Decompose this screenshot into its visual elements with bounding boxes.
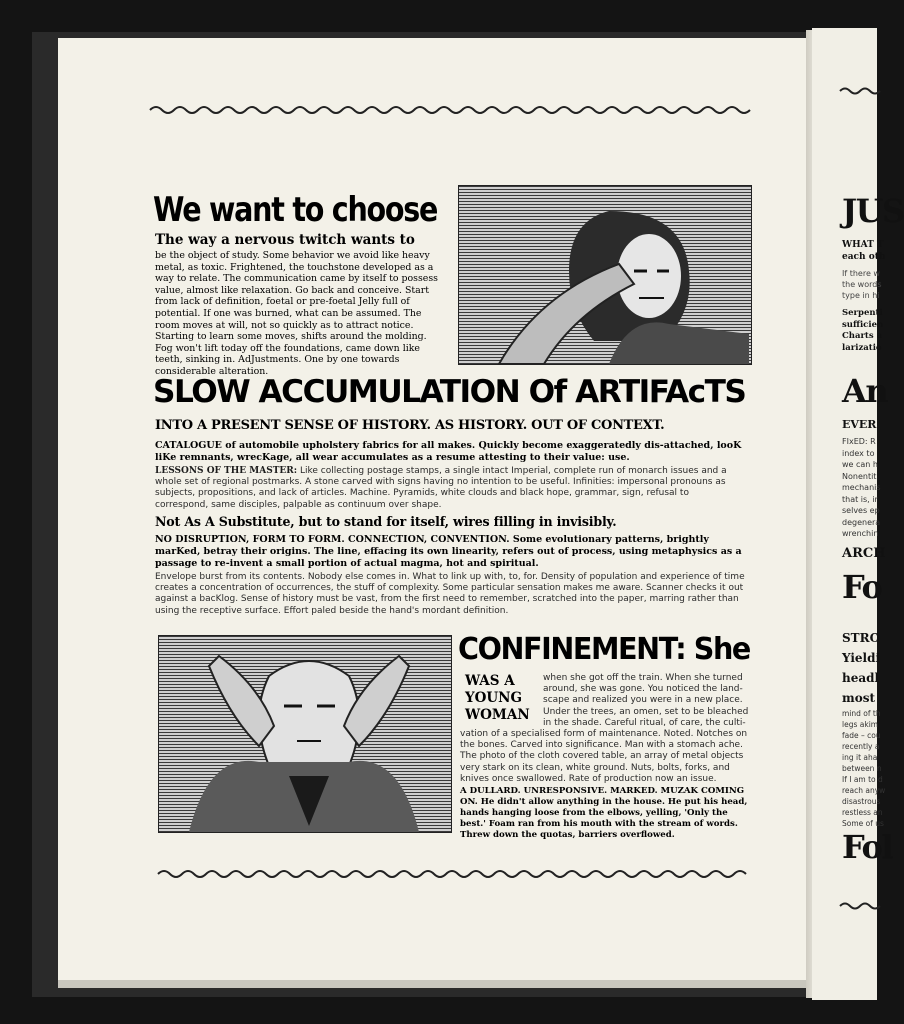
train-line-1: when she got off the train. When she turned [543, 673, 743, 683]
r-s3-6: If I am to d [842, 775, 883, 784]
right-fo: Fo [842, 568, 882, 606]
r-s3-10: Some of us [842, 819, 884, 828]
side-head-line-1: WAS A [465, 673, 515, 689]
paragraph-cultivation: vation of a specialised form of maintenance. Noted. Notches on the bones. Carved into significance. Man with a stomach ache. The photo of the cloth covered table, an array of metal objects very stark on its clean, white ground. Nuts, bolts, forks, and knives once swallowed. Rate of production now an issue. [460, 729, 748, 784]
r-s2-6: selves ep [842, 506, 880, 515]
r-s3-8: disastrous [842, 797, 881, 806]
right-squiggle-top [840, 86, 880, 96]
r-b1-0: Serpenti [842, 308, 883, 318]
r-s1-1: the words [842, 280, 882, 289]
right-each: each oth [842, 252, 886, 262]
r-s2-0: FIxED: R [842, 437, 876, 446]
right-an: An [842, 372, 888, 410]
paragraph-lessons [155, 466, 745, 511]
headline-confinement: CONFINEMENT: She [458, 632, 750, 667]
paragraph-catalogue: CATALOGUE of automobile upholstery fabrics for all makes. Quickly become exaggeratedly dis-attached, looK liKe remnants, wrecKage, all wear accumulates as a resume attesting to their value: use. [155, 440, 742, 463]
left-page [58, 38, 818, 988]
paragraph-envelope: Envelope burst from its contents. Nobody else comes in. What to link up with, to, for. Density of population and experience of time creates a concentration of occurrences, the stuff of complexity. Some particular sensation makes me aware. Scanner checks it out against a bacKlog. Sense of history must be vast, from the first need to remember, scratched into the paper, marring rather than using the receptive surface. Effort paled beside the hand's mordant definition. [155, 572, 745, 616]
train-line-4: Under the trees, an omen, set to be bleached [543, 706, 749, 717]
side-head-line-3: WOMAN [465, 707, 530, 723]
right-fol: Fol [842, 828, 892, 866]
subhead-present-sense: INTO A PRESENT SENSE OF HISTORY. AS HISTORY. OUT OF CONTEXT. [155, 418, 665, 433]
r-s2-1: index to [842, 448, 875, 458]
r-s3-2: fade – cou [842, 731, 881, 740]
train-line-2: around, she was gone. You noticed the land- [543, 684, 743, 695]
headline-we-want-to-choose: We want to choose [153, 190, 438, 230]
right-arch: ARCH [842, 546, 886, 561]
r-s2-7: degenera [842, 517, 881, 527]
r-b1-2: Charts a [842, 331, 883, 341]
r-s3-9: restless an [842, 808, 883, 817]
r-b1-1: sufficien [842, 319, 884, 330]
r-s2-4: mechanis [842, 483, 881, 492]
woodcut-image-face-resting [458, 185, 752, 365]
right-page-fragment [812, 28, 904, 1000]
right-stro [842, 628, 880, 708]
woodcut-image-hands-on-head [158, 635, 452, 833]
side-head [465, 673, 530, 724]
r-s3-0: mind of th [842, 709, 881, 718]
r-s2-3: Nonentit [842, 471, 877, 481]
bottom-squiggle-rule [158, 868, 754, 880]
right-what: WHAT T [842, 240, 884, 250]
r-s1-2: type in hi [842, 291, 880, 300]
paragraph-no-disruption: NO DISRUPTION, FORM TO FORM. CONNECTION, CONVENTION. Some evolutionary patterns, brightly marKed, betray their origins. The line, effacing its own linearity, refers out of process, using metaphysics as a passage to re-invent a small portion of actual magma, hot and spiritual. [155, 534, 742, 569]
right-small-3 [842, 708, 885, 829]
paragraph-dullard: A DULLARD. UNRESPONSIVE. MARKED. MUZAK COMING ON. He didn't allow anything in the house. He put his head, hands hanging loose from the elbows, yelling, 'Only the best.' Foam ran from his mouth with the stream of words. Threw down the quotas, barriers overflowed. [460, 786, 748, 840]
r-s2-2: we can h [842, 460, 878, 469]
train-line-3: scape and realized you were in a new place. [543, 695, 743, 706]
lessons-label: LESSONS OF THE MASTER: [155, 466, 298, 476]
side-head-line-2: YOUNG [465, 690, 523, 706]
r-s3-5: between n [842, 764, 882, 773]
subhead-not-as-substitute: Not As A Substitute, but to stand for itself, wires filling in invisibly. [155, 514, 617, 529]
r-s1-0: If there w [842, 269, 880, 278]
right-bold-1 [842, 308, 883, 354]
right-small-1 [842, 268, 882, 301]
lessons-text: Like collecting postage stamps, a single intact Imperial, complete run of monarch issues and a whole set of regional postmarks. A stone carved with signs having no intention to be useful. Infinities: impersonal pronouns as subjects, propositions, and lack of articles. Machine. Pyramids, white clouds and black hope, grammar, sign, refusal to correspond, same disciples, palpable as continuum over shape. [155, 466, 727, 510]
right-small-2 [842, 436, 881, 540]
subhead-nervous-twitch: The way a nervous twitch wants to [155, 232, 415, 248]
r-s2-5: that is, ir [842, 494, 878, 504]
r-b1-3: larizatio [842, 342, 882, 353]
r-s3-4: ing it aha [842, 753, 878, 762]
headline-slow-accumulation: SLOW ACCUMULATION Of ARTIFAcTS [153, 374, 746, 410]
r-st-3: most [842, 691, 875, 705]
train-line-5: in the shade. Careful ritual, of care, the culti- [543, 717, 746, 728]
paragraph-train-lines [543, 673, 753, 729]
page-edge [58, 980, 818, 988]
right-squiggle-bottom [840, 901, 880, 911]
r-s3-1: legs akim [842, 720, 879, 729]
r-st-0: STRO [842, 631, 881, 645]
top-squiggle-rule [150, 104, 750, 116]
paragraph-choose: be the object of study. Some behavior we avoid like heavy metal, as toxic. Frightened, the touchstone developed as a way to relate. The communication came by itself to possess value, almost like relaxation. Go back and conceive. Start from lack of definition, foetal or pre-foetal Jelly full of potential. If one was burned, what can be assumed. The room moves at will, not so quickly as to attract notice. Starting to learn some moves, shifts around the molding. Fog won't lift today off the foundations, came down like teeth, sinking in. AdJustments. One by one towards considerable alteration. [155, 250, 438, 377]
right-jus: JUS [842, 192, 904, 230]
r-st-2: headl [842, 671, 880, 685]
right-ever: EVER [842, 418, 877, 431]
r-st-1: Yieldi [842, 651, 881, 665]
r-s3-3: recently a [842, 742, 880, 751]
r-s2-8: wrenchin [842, 529, 879, 538]
r-s3-7: reach anyw [842, 786, 886, 795]
